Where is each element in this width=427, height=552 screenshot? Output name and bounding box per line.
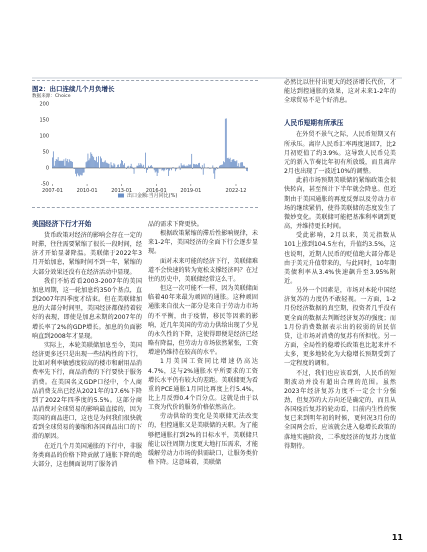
x-tick-label: 2022-12 (225, 188, 247, 194)
chart-bar (88, 154, 89, 168)
chart-bar (56, 159, 57, 168)
chart-bar (141, 164, 142, 168)
chart-bar (247, 168, 248, 171)
chart-bar (64, 159, 65, 168)
chart-bar (82, 168, 83, 175)
chart-bar (54, 166, 55, 168)
chart-bar (229, 159, 230, 168)
chart-bar (103, 162, 104, 168)
x-tick-label: 2007-01 (42, 188, 63, 194)
chart-bar (236, 160, 237, 168)
chart-bar (162, 168, 163, 171)
chart-bar (91, 154, 92, 168)
chart-bar (156, 168, 157, 172)
chart-bar (77, 168, 78, 173)
chart-bar (140, 163, 141, 168)
chart-bar (114, 164, 115, 168)
chart-bar (102, 162, 103, 168)
chart-bar (191, 154, 192, 168)
chart-bar (212, 165, 213, 168)
chart-bar (219, 166, 220, 168)
chart-bar (62, 161, 63, 168)
chart-bar (79, 168, 80, 176)
chart-bar (134, 168, 135, 174)
chart-bar (213, 168, 214, 173)
chart-bar (65, 158, 66, 168)
column-middle (148, 220, 258, 467)
legend-swatch (118, 194, 124, 198)
chart-bar (139, 165, 140, 168)
chart-bar (166, 168, 167, 170)
chart-bar (180, 168, 181, 170)
chart-bar (238, 163, 239, 168)
chart-bar (105, 160, 106, 168)
chart-bar (67, 159, 68, 168)
chart-bar (100, 156, 101, 168)
chart-bar (84, 168, 85, 172)
figure-2 (32, 80, 258, 208)
paragraph: 品的需求下降更快。 (148, 221, 203, 228)
chart-bar (52, 157, 53, 168)
chart-bar (138, 163, 139, 168)
chart-bar (111, 162, 112, 168)
chart-bar (230, 158, 231, 168)
chart-bar (202, 165, 203, 168)
x-tick-label: 2013-01 (111, 188, 133, 194)
chart-bar (214, 168, 215, 179)
chart-bar (181, 163, 182, 168)
chart-bar (231, 162, 232, 168)
chart-bar (89, 160, 90, 168)
paragraph: 我们不妨看看2003-2007年的美国加息周期，这一轮加息约350个基点，直到2007年四季度才结束。但在美联储加息的大部分时间里，美国经济都保持着较好的表现，即使是加息未期的2007年的增长率了2%的GDP增长。加息的负面影响直到2008年才显现。 (32, 277, 142, 340)
x-tick-label: 2016-01 (145, 188, 167, 194)
chart-bar (171, 168, 172, 170)
chart-bar (69, 159, 70, 168)
chart-bar (81, 168, 82, 175)
section-heading-rmb: 人民币短期有所承压 (284, 119, 344, 128)
chart-bar (226, 118, 227, 168)
chart-bar (146, 168, 147, 173)
y-tick-label: 0 (45, 165, 49, 172)
column-left (32, 220, 142, 469)
paragraph: 在近几个月美国通胀的下行中，非服务类商品的价格下降贡献了通胀下降的绝大部分，这也侧面说明了服务消 (32, 442, 142, 468)
paragraph: 在外贸不景气之际，人民币短期又有所承压。离岸人民币汇率再度退回7，比2月初贬值了约3.9%。这导致人民币兑美元的新入节奏比年初有所放缓，而且离岸2月也出现了一波近10%的调整。 (284, 131, 396, 176)
chart-bar (190, 164, 191, 168)
page-number: 11 (391, 533, 403, 542)
chart-bar (187, 166, 188, 168)
chart-bar (60, 161, 61, 168)
chart-bar (151, 165, 152, 168)
chart-bar (241, 162, 242, 168)
paragraph: 实际上，本轮美联储加息至今，美国经济更多还只是出现一些结构性的下行，比如对利率敏感度较高的楼市和耐用品消费率先下行，商品消费的下行要快于服务消费。在美国名义GDP口径中，个人商品消费支出已经从2021年的17.6%下降到了2022年四季度的5.5%。这部分商品消费对全球贸易的影响最直接的，因为美国的商品进口，这也是为何我们很快就看到全球贸易的萎缩和各国商品出口的下滑的原因。 (32, 341, 142, 441)
chart-bar (93, 157, 94, 168)
chart-bar (234, 159, 235, 168)
chart-bar (195, 164, 196, 168)
chart-bar (154, 168, 155, 170)
chart-bar (162, 168, 163, 170)
y-tick-label: 200 (39, 101, 49, 108)
chart-bar (157, 168, 158, 176)
chart-bar (101, 158, 102, 168)
paragraph: 劳动供给的变化是美联储无法改变的，但控通胀又是美联储的天职。为了能够把通胀打到2%的目标水平，美联储只能让以往周期力度更大地打压需求，才能缓解劳动力市场的供需缺口，让服务类价格下降。这意味着，美联储 (148, 413, 258, 467)
x-tick-label: 2010-01 (76, 188, 98, 194)
chart-bar (185, 166, 186, 168)
y-tick-label: 150 (39, 117, 49, 124)
chart-bar (106, 163, 107, 168)
chart-bar (199, 163, 200, 168)
chart-bar (242, 162, 243, 168)
chart-bar (89, 158, 90, 168)
paragraph: 不过，我们也应该看到，人民币的短期波动并没有超出合理的范围。虽然2023年经济复苏力度不一定会十分强劲，但复苏的大方向还是确定的，而且从各国疫后复苏的轮动看，目前内生性的恢复已来到明年初的时候，更何况3月份的全国两会后，应该就会进入稳增长政策的落地实施阶段，二季度经济的复苏力度值得期待。 (284, 369, 396, 450)
chart-bar (233, 159, 234, 168)
figure-title: 图2：出口连续几个月负增长 (32, 85, 115, 93)
y-tick-label: 50 (42, 149, 49, 156)
chart-bar (232, 160, 233, 168)
chart-bar (236, 161, 237, 168)
chart-bar (96, 157, 97, 168)
figure-source: 数据来源：Choice (32, 94, 71, 99)
chart-bar (57, 160, 58, 168)
chart-bar (169, 168, 170, 171)
chart-bar (168, 168, 169, 176)
chart-bar (94, 160, 95, 168)
chart-bar (145, 153, 146, 168)
chart-bar (148, 166, 149, 168)
chart-bar (123, 165, 124, 168)
chart-bar (53, 151, 54, 168)
chart-bar (183, 165, 184, 168)
chart-bar (179, 166, 180, 168)
chart-bar (83, 168, 84, 173)
chart-bar (182, 165, 183, 168)
chart-bar (61, 161, 62, 168)
chart-bar (80, 168, 81, 175)
chart-bar (194, 164, 195, 168)
chart-bar (131, 164, 132, 168)
chart-bar (108, 164, 109, 168)
chart-bar (59, 161, 60, 168)
y-tick-label: 100 (39, 133, 49, 140)
paragraph: 此前市场预期美联储的紧缩政策会很快转向，甚至预计下半年就会降息。但近期由于美国通胀的再度反弹以及劳动力市场的继续紧俏，使得美联储的态度发生了微妙变化。美联储可能把基准利率调到更高，并维持更长时间。 (284, 177, 396, 231)
chart-bar (55, 161, 56, 168)
chart-bar (72, 162, 73, 168)
paragraph: 另外一个因素是，市场对本轮中国经济复苏的力度仍不敢轻视。一方面，1-2月份经济数据的真空期，投资者几乎没有更全面的数据去判断经济复苏的强度；而1月份消费数据表示出的较弱的居民信贷，让市场对消费的复苏有所担忧。另一方面，全局性的稳增长政策也比起来并不太多，更多地转化为大稳增长预期受到了一定程度的调和。 (284, 287, 396, 368)
chart-bar (63, 161, 64, 168)
chart-bar (187, 165, 188, 168)
figure-bottom-rule (32, 207, 258, 208)
paragraph: 根据政策紧缩的滞后性影响规律，未来1-2年，美国经济的全面下行会逐步显现。 (148, 230, 258, 256)
chart-bar (92, 156, 93, 168)
chart-bar (235, 161, 236, 168)
chart-bar (122, 161, 123, 168)
chart-bar (228, 158, 229, 168)
chart-bar (98, 156, 99, 168)
chart-bar (109, 164, 110, 168)
chart-bar (237, 166, 238, 168)
chart-bar (175, 168, 176, 171)
paragraph: 受此影响，2月以来，美元指数从101上涨到104.5左右，升值约3.5%，这也说明，近期人民币的贬值绝大部分都是由于美元升值带来的，与此同时，10年期美债利率从3.4%快速飙升至3.95%附近。 (284, 232, 396, 285)
chart-bar (184, 164, 185, 168)
chart-bar (107, 163, 108, 168)
y-tick-label: -50 (40, 181, 49, 188)
x-tick-label: 2019-01 (180, 188, 202, 194)
figure-top-rule (32, 80, 258, 81)
chart-bar (240, 163, 241, 168)
chart-bar (76, 168, 77, 176)
section-heading-us-economy: 美国经济下行才开始 (32, 220, 92, 228)
chart-bar (68, 162, 69, 168)
column-right (284, 78, 396, 451)
paragraph: 必然比以往付出更大的经济增长代价，才能达到控通胀的效果，这对未来1-2年的全球贸易不是个好消息。 (284, 79, 396, 105)
chart-bar (243, 166, 244, 168)
chart-bar (188, 164, 189, 168)
chart-bar (204, 164, 205, 168)
chart-bar (124, 163, 125, 168)
chart-bar (118, 164, 119, 168)
paragraph: 但这一次可能不一样，因为美联储面临着40年来最为顽固的通胀。这种顽固通胀来自很大一部分是来自于劳动力市场的不平衡，由于疫情，移民等因素的影响，近几年美国的劳动力供给出现了少见的永久性的下降，这使得即便是经济已经略有降温，但劳动力市场依然紧张，工资增速仍维持在较高的水平。 (148, 285, 258, 357)
chart-bar (121, 160, 122, 168)
chart-bar (90, 152, 91, 168)
chart-bar (138, 166, 139, 168)
chart-bar (71, 161, 72, 168)
chart-bar (197, 165, 198, 168)
chart-bar (97, 162, 98, 168)
chart-bar (150, 166, 151, 168)
legend-label: 出口金额:当月同比(%) (127, 193, 178, 199)
chart-bar (223, 161, 224, 168)
chart-bar (113, 163, 114, 168)
chart-bar (112, 165, 113, 168)
chart-bar (221, 165, 222, 168)
paragraph: 1月美国工资同比增速仍高达4.7%，这与2%通胀水平所要求的工资增长水平仍有较大的差距。美联储更为看重的PCE通胀1月同比再度上行5.4%，比上月反弹0.4个百分点。这就是由于以工资为代价的服务价格依然高企。 (148, 358, 258, 412)
chart-bar (137, 166, 138, 168)
chart-bar (64, 166, 65, 168)
chart-bar (225, 119, 226, 168)
chart-bar (155, 168, 156, 172)
chart-bar (189, 165, 190, 168)
chart-bar (104, 162, 105, 168)
chart-bar (196, 164, 197, 168)
chart-bar (120, 164, 121, 168)
chart-bar (75, 168, 76, 174)
chart-bar (87, 161, 88, 168)
chart-bar (227, 158, 228, 168)
chart-bar (163, 168, 164, 171)
chart-bar (244, 166, 245, 168)
chart-bar (164, 168, 165, 170)
paragraph: 货币政策对经济的影响会存在一定的时滞，往往需要紧缩了很长一段时间，经济才开始显著降温。美联储于2022年3月开始加息，紧缩时间不到一年，紧缩的大部分效果还没有在经济活动中显现。 (32, 232, 142, 276)
export-growth-bar-chart (32, 100, 258, 204)
chart-bar (246, 168, 247, 171)
chart-bar (58, 157, 59, 168)
chart-bar (198, 163, 199, 168)
chart-bar (95, 161, 96, 168)
chart-bar (66, 161, 67, 168)
chart-bar (224, 162, 225, 168)
chart-bar (222, 164, 223, 168)
chart-bar (130, 166, 131, 168)
chart-bar (143, 165, 144, 168)
chart-bar (78, 168, 79, 175)
paragraph: 面对未来可能的经济下行，美联储难道不会快速的转为宽松支撑经济吗？在过往的历史中，美联储经常这么干。 (148, 257, 258, 283)
chart-bar (193, 164, 194, 168)
chart-bar (117, 165, 118, 168)
chart-bar (70, 161, 71, 168)
chart-bar (203, 168, 204, 175)
chart-bar (158, 168, 159, 173)
chart-bar (147, 168, 148, 170)
chart-bar (128, 166, 129, 168)
chart-bar (86, 162, 87, 168)
chart-bar (220, 165, 221, 168)
chart-bar (215, 168, 216, 170)
